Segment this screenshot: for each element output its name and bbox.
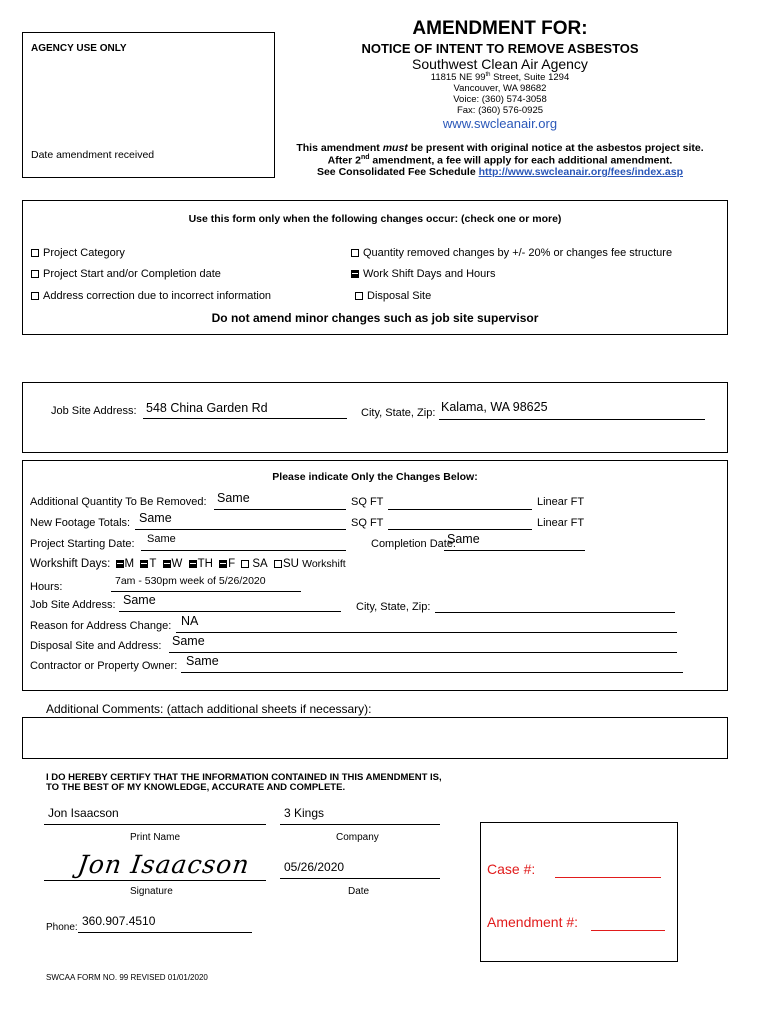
change-item-label: Disposal Site	[367, 290, 432, 302]
amendment-number-line	[591, 930, 665, 931]
checkbox-checked[interactable]	[116, 560, 124, 568]
case-number-label: Case #:	[487, 861, 536, 877]
agency-use-label: AGENCY USE ONLY	[31, 43, 127, 54]
additional-comments-box[interactable]	[22, 717, 728, 759]
checkbox[interactable]	[31, 249, 39, 257]
new-footage-label: New Footage Totals:	[30, 517, 131, 529]
linear-ft-label: Linear FT	[537, 496, 585, 508]
changes-box	[22, 200, 728, 335]
new-job-site-address-label: Job Site Address:	[30, 599, 116, 611]
case-number-line	[555, 877, 661, 878]
change-item-label: Work Shift Days and Hours	[363, 268, 496, 280]
date-label: Date	[348, 886, 370, 897]
additional-comments-label: Additional Comments: (attach additional sheets if necessary):	[46, 702, 372, 716]
company-label: Company	[336, 832, 379, 843]
new-job-site-address-value[interactable]: Same	[123, 593, 156, 607]
change-item-label: Quantity removed changes by +/- 20% or changes fee structure	[363, 247, 673, 259]
new-csz-line	[435, 612, 675, 613]
change-item-label: Address correction due to incorrect information	[43, 290, 272, 302]
day-label: W	[171, 558, 183, 570]
notice-2-part: After 2	[327, 154, 361, 167]
checkbox-checked[interactable]	[189, 560, 197, 568]
print-name-label: Print Name	[130, 832, 181, 843]
change-item-address[interactable]	[31, 290, 271, 302]
change-item-disposal[interactable]	[355, 290, 431, 302]
form-subtitle: NOTICE OF INTENT TO REMOVE ASBESTOS	[361, 41, 639, 56]
new-footage-value[interactable]: Same	[139, 511, 172, 525]
amendment-number-label: Amendment #:	[487, 914, 579, 930]
checkbox[interactable]	[355, 292, 363, 300]
fee-schedule-link[interactable]: http://www.swcleanair.org/fees/index.asp	[478, 166, 684, 178]
contractor-owner-line	[181, 672, 683, 673]
agency-address-1	[280, 72, 720, 83]
contractor-owner-label: Contractor or Property Owner:	[30, 660, 178, 672]
reason-address-change-line	[176, 632, 677, 633]
project-start-label: Project Starting Date:	[30, 538, 135, 550]
new-csz-label: City, State, Zip:	[356, 601, 431, 613]
checkbox-checked[interactable]	[351, 270, 359, 278]
new-job-site-address-line	[119, 611, 341, 612]
sqft-label: SQ FT	[351, 517, 384, 529]
project-start-value[interactable]: Same	[147, 533, 176, 545]
agency-voice: Voice: (360) 574-3058	[453, 94, 547, 105]
checkbox-checked[interactable]	[163, 560, 171, 568]
completion-date-value[interactable]: Same	[447, 532, 480, 546]
company-value[interactable]: 3 Kings	[284, 806, 325, 820]
change-item-label: Project Start and/or Completion date	[43, 268, 221, 280]
day-label: TH	[197, 558, 213, 570]
form-footer: SWCAA FORM NO. 99 REVISED 01/01/2020	[46, 973, 208, 982]
date-line	[280, 878, 440, 879]
job-site-address-line	[143, 418, 347, 419]
print-name-line	[44, 824, 266, 825]
disposal-site-line	[169, 652, 677, 653]
day-sunday[interactable]	[274, 558, 299, 570]
checkbox[interactable]	[31, 270, 39, 278]
job-site-address-value[interactable]: 548 China Garden Rd	[146, 401, 268, 415]
checkbox[interactable]	[31, 292, 39, 300]
notice-line-1	[270, 142, 730, 154]
job-site-address-label: Job Site Address:	[51, 405, 137, 417]
certify-line-2: TO THE BEST OF MY KNOWLEDGE, ACCURATE AND COMPLETE.	[46, 782, 346, 793]
notice-1-emphasis: must	[382, 142, 408, 154]
additional-quantity-line	[214, 509, 346, 510]
day-wednesday[interactable]	[163, 558, 186, 570]
job-site-csz-value[interactable]: Kalama, WA 98625	[441, 400, 548, 414]
change-item-project-category[interactable]	[31, 247, 125, 259]
signature-label: Signature	[130, 886, 173, 897]
workshift-suffix: Workshift	[302, 558, 346, 570]
checkbox[interactable]	[351, 249, 359, 257]
day-label: SU	[282, 558, 299, 570]
date-received-label: Date amendment received	[31, 149, 155, 161]
signature-line	[44, 880, 266, 881]
reason-address-change-value[interactable]: NA	[181, 614, 199, 628]
checkbox-checked[interactable]	[140, 560, 148, 568]
day-label: T	[149, 558, 157, 570]
agency-name: Southwest Clean Air Agency	[412, 56, 588, 72]
job-site-csz-line	[439, 419, 705, 420]
notice-1-part: This amendment	[296, 142, 383, 154]
agency-fax: Fax: (360) 576-0925	[456, 105, 544, 116]
notice-2-sup: nd	[360, 154, 370, 161]
print-name-value[interactable]: Jon Isaacson	[48, 806, 119, 820]
contractor-owner-value[interactable]: Same	[186, 654, 219, 668]
sqft-line	[388, 529, 532, 530]
workshift-days-label: Workshift Days:	[30, 558, 111, 570]
change-item-work-shift[interactable]	[351, 268, 495, 280]
day-monday[interactable]	[116, 558, 138, 570]
disposal-site-label: Disposal Site and Address:	[30, 640, 162, 652]
address-1-part: 11815 NE 99	[430, 72, 486, 84]
checkbox-checked[interactable]	[219, 560, 227, 568]
address-1-part: Street, Suite 1294	[490, 72, 570, 84]
phone-label: Phone:	[46, 922, 78, 933]
day-thursday[interactable]	[189, 558, 216, 570]
notice-2-part: amendment, a fee will apply for each additional amendment.	[369, 154, 673, 167]
agency-use-box	[22, 32, 275, 178]
agency-address-2: Vancouver, WA 98682	[453, 83, 547, 94]
day-tuesday[interactable]	[140, 558, 159, 570]
project-start-line	[141, 550, 346, 551]
change-item-dates[interactable]	[31, 268, 221, 280]
hours-line	[111, 591, 301, 592]
disposal-site-value[interactable]: Same	[172, 634, 205, 648]
phone-line	[78, 932, 252, 933]
reason-address-change-label: Reason for Address Change:	[30, 620, 172, 632]
changes-warning: Do not amend minor changes such as job site supervisor	[211, 311, 539, 325]
amendment-details-box	[22, 460, 728, 691]
agency-website-link[interactable]: www.swcleanair.org	[442, 116, 558, 131]
agency-website-wrap	[280, 116, 720, 131]
address-1-sup: th	[485, 72, 491, 78]
day-saturday[interactable]	[241, 558, 270, 570]
new-footage-line	[135, 529, 346, 530]
case-box	[480, 822, 678, 962]
notice-3-part: See Consolidated Fee Schedule	[316, 166, 479, 178]
additional-quantity-value[interactable]: Same	[217, 491, 250, 505]
sqft-label: SQ FT	[351, 496, 384, 508]
notice-line-3	[270, 166, 730, 178]
workshift-days-row	[30, 558, 346, 570]
completion-date-line	[444, 550, 585, 551]
additional-quantity-label: Additional Quantity To Be Removed:	[30, 496, 207, 508]
change-item-label: Project Category	[43, 247, 125, 259]
day-label: M	[124, 558, 135, 570]
job-site-box	[22, 382, 728, 453]
form-title: AMENDMENT FOR:	[412, 18, 588, 39]
date-value[interactable]: 05/26/2020	[284, 860, 345, 874]
completion-date-label: Completion Date:	[371, 538, 456, 550]
day-label: F	[228, 558, 236, 570]
hours-value[interactable]: 7am - 530pm week of 5/26/2020	[115, 575, 266, 587]
signature: Jon Isaacson	[75, 850, 252, 879]
amendment-details-heading: Please indicate Only the Changes Below:	[272, 471, 478, 483]
certify-line-1: I DO HEREBY CERTIFY THAT THE INFORMATION CONTAINED IN THIS AMENDMENT IS,	[46, 772, 442, 783]
sqft-line	[388, 509, 532, 510]
job-site-csz-label: City, State, Zip:	[361, 407, 436, 419]
linear-ft-label: Linear FT	[537, 517, 585, 529]
phone-value[interactable]: 360.907.4510	[82, 914, 156, 928]
notice-line-2	[270, 154, 730, 167]
change-item-quantity[interactable]	[351, 247, 672, 259]
checkbox[interactable]	[274, 560, 282, 568]
checkbox[interactable]	[241, 560, 249, 568]
day-label: SA	[252, 558, 268, 570]
hours-label: Hours:	[30, 581, 63, 593]
changes-instruction: Use this form only when the following changes occur: (check one or more)	[188, 213, 562, 225]
day-friday[interactable]	[219, 558, 238, 570]
notice-1-part: be present with original notice at the asbestos project site.	[407, 142, 704, 154]
company-line	[280, 824, 440, 825]
